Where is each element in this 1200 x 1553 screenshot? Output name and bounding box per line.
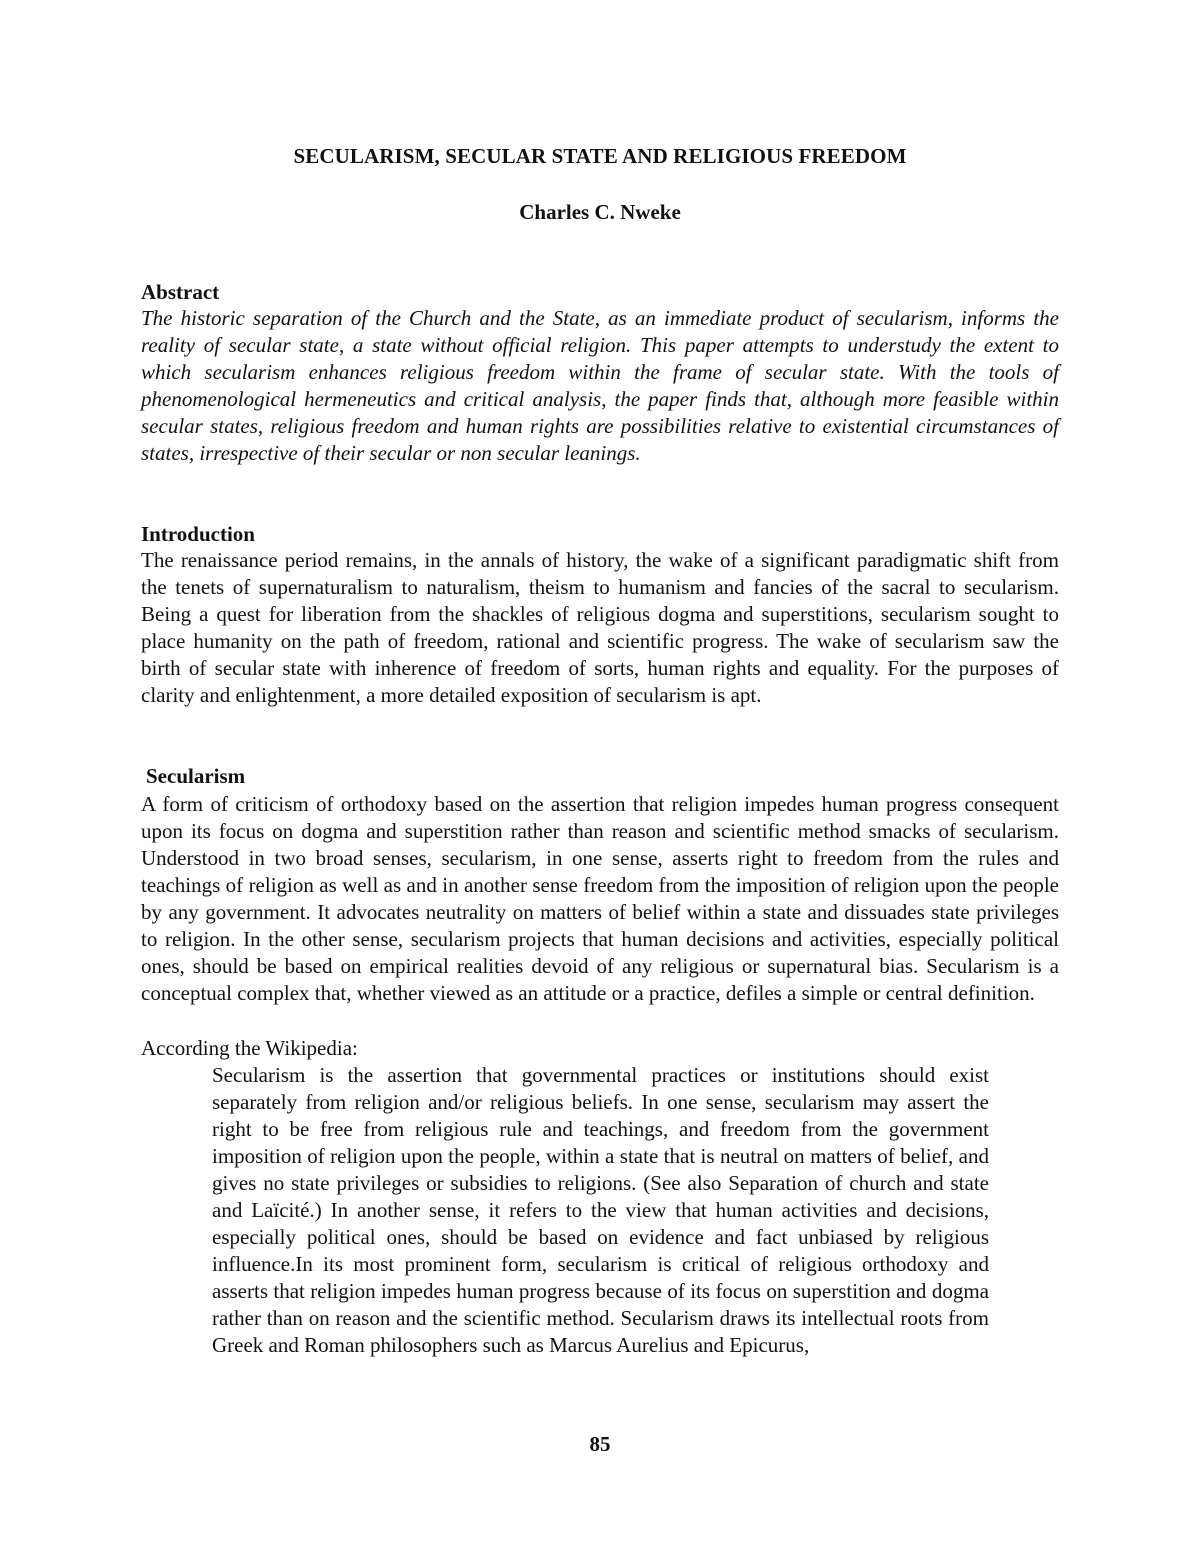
abstract-heading: Abstract — [141, 280, 220, 304]
block-quote: Secularism is the assertion that governmental practices or institutions should exist separately from religion and/or religious beliefs. In one sense, secularism may assert the right to be free from religious rule and teachings, and freedom from the government imposition of religion upon the people, within a state that is neutral on matters of belief, and gives no state privileges or subsidies to religions. (See also Separation of church and state and Laïcité.) In another sense, it refers to the view that human activities and decisions, especially political ones, should be based on evidence and fact unbiased by religious influence.In its most prominent form, secularism is critical of religious orthodoxy and asserts that religion impedes human progress because of its focus on superstition and dogma rather than on reason and the scientific method. Secularism draws its intellectual roots from Greek and Roman philosophers such as Marcus Aurelius and Epicurus, — [212, 1063, 989, 1357]
paper-title: SECULARISM, SECULAR STATE AND RELIGIOUS FREEDOM — [293, 144, 907, 168]
page-number: 85 — [589, 1432, 611, 1456]
wikipedia-lead-in: According the Wikipedia: — [141, 1036, 358, 1060]
introduction-paragraph: The renaissance period remains, in the annals of history, the wake of a significant paradigmatic shift from the tenets of supernaturalism to naturalism, theism to humanism and fancies of the sacral to secularism. Being a quest for liberation from the shackles of religious dogma and superstitions, secularism sought to place humanity on the path of freedom, rational and scientific progress. The wake of secularism saw the birth of secular state with inherence of freedom of sorts, human rights and equality. For the purposes of clarity and enlightenment, a more detailed exposition of secularism is apt. — [141, 548, 1059, 707]
secularism-paragraph: A form of criticism of orthodoxy based on the assertion that religion impedes human progress consequent upon its focus on dogma and superstition rather than reason and scientific method smacks of secularism. Understood in two broad senses, secularism, in one sense, asserts right to freedom from the rules and teachings of religion as well as and in another sense freedom from the imposition of religion upon the people by any government. It advocates neutrality on matters of belief within a state and dissuades state privileges to religion. In the other sense, secularism projects that human decisions and activities, especially political ones, should be based on empirical realities devoid of any religious or supernatural bias. Secularism is a conceptual complex that, whether viewed as an attitude or a practice, defiles a simple or central definition. — [141, 792, 1059, 1005]
secularism-heading: Secularism — [146, 764, 246, 788]
introduction-heading: Introduction — [141, 522, 255, 546]
author-name: Charles C. Nweke — [519, 200, 681, 224]
abstract-text: The historic separation of the Church and the State, as an immediate product of secularism, informs the reality of secular state, a state without official religion. This paper attempts to understudy the extent to which secularism enhances religious freedom within the frame of secular state. With the tools of phenomenological hermeneutics and critical analysis, the paper finds that, although more feasible within secular states, religious freedom and human rights are possibilities relative to existential circumstances of states, irrespective of their secular or non secular leanings. — [141, 306, 1059, 465]
